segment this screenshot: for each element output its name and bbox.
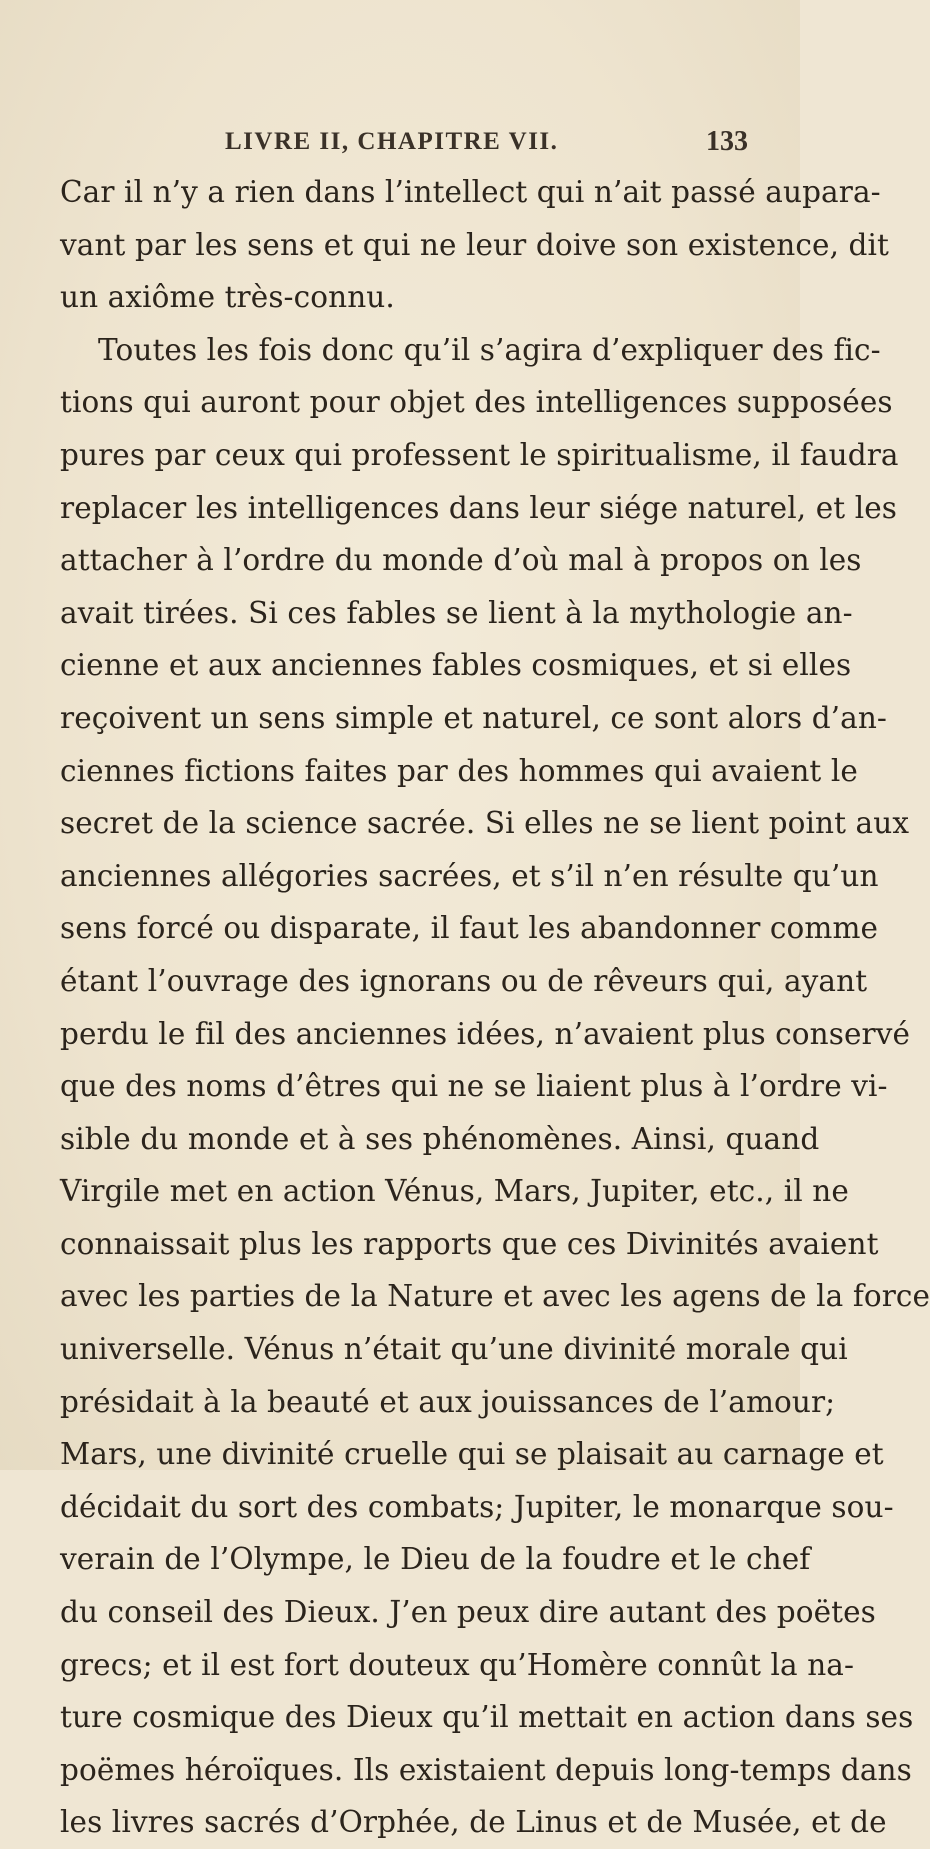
text-line: vant par les sens et qui ne leur doive son existence, dit [60, 227, 889, 262]
text-line: perdu le fil des anciennes idées, n’avaient plus conservé [60, 1016, 911, 1051]
text-line: anciennes allégories sacrées, et s’il n’en résulte qu’un [60, 858, 879, 893]
text-line: avec les parties de la Nature et avec les agens de la force [60, 1279, 930, 1314]
text-line: les livres sacrés d’Orphée, de Linus et de Musée, et de [60, 1805, 887, 1840]
text-line: universelle. Vénus n’était qu’une divinité morale qui [60, 1332, 848, 1367]
text-line: étant l’ouvrage des ignorans ou de rêveurs qui, ayant [60, 963, 868, 998]
text-line: décidait du sort des combats; Jupiter, le monarque sou- [60, 1489, 894, 1524]
text-line: tions qui auront pour objet des intelligences supposées [60, 385, 893, 420]
text-line: Mars, une divinité cruelle qui se plaisait au carnage et [60, 1437, 884, 1472]
text-line: ciennes fictions faites par des hommes qui avaient le [60, 753, 858, 788]
text-line: sible du monde et à ses phénomènes. Ainsi, quand [60, 1121, 820, 1156]
text-line: du conseil des Dieux. J’en peux dire autant des poëtes [60, 1595, 876, 1630]
text-line: cienne et aux anciennes fables cosmiques, et si elles [60, 648, 852, 683]
text-line: pures par ceux qui professent le spiritualisme, il faudra [60, 437, 899, 472]
text-line: connaissait plus les rapports que ces Divinités avaient [60, 1226, 879, 1261]
paragraph-first-line: Toutes les fois donc qu’il s’agira d’expliquer des fic- [98, 332, 881, 367]
text-line: un axiôme très-connu. [60, 280, 395, 315]
text-line: avait tirées. Si ces fables se lient à la mythologie an- [60, 595, 853, 630]
text-line: que des noms d’êtres qui ne se liaient plus à l’ordre vi- [60, 1069, 888, 1104]
text-line: replacer les intelligences dans leur siége naturel, et les [60, 490, 898, 525]
text-line: secret de la science sacrée. Si elles ne se lient point aux [60, 806, 910, 841]
text-line: verain de l’Olympe, le Dieu de la foudre et le chef [60, 1542, 811, 1577]
text-line: attacher à l’ordre du monde d’où mal à propos on les [60, 543, 862, 578]
page-header [0, 128, 800, 168]
running-head: LIVRE II, CHAPITRE VII. [225, 128, 559, 155]
page-number: 133 [706, 126, 748, 157]
text-line: ture cosmique des Dieux qu’il mettait en action dans ses [60, 1700, 914, 1735]
text-line: Car il n’y a rien dans l’intellect qui n’ait passé aupara- [60, 175, 881, 209]
text-line: sens forcé ou disparate, il faut les abandonner comme [60, 911, 879, 946]
text-line: grecs; et il est fort douteux qu’Homère connût la na- [60, 1647, 855, 1682]
body-text [60, 166, 930, 1849]
text-line: poëmes héroïques. Ils existaient depuis long-temps dans [60, 1752, 912, 1787]
text-line: Virgile met en action Vénus, Mars, Jupiter, etc., il ne [60, 1174, 849, 1209]
text-line: reçoivent un sens simple et naturel, ce sont alors d’an- [60, 700, 888, 735]
text-line: présidait à la beauté et aux jouissances de l’amour; [60, 1384, 836, 1419]
